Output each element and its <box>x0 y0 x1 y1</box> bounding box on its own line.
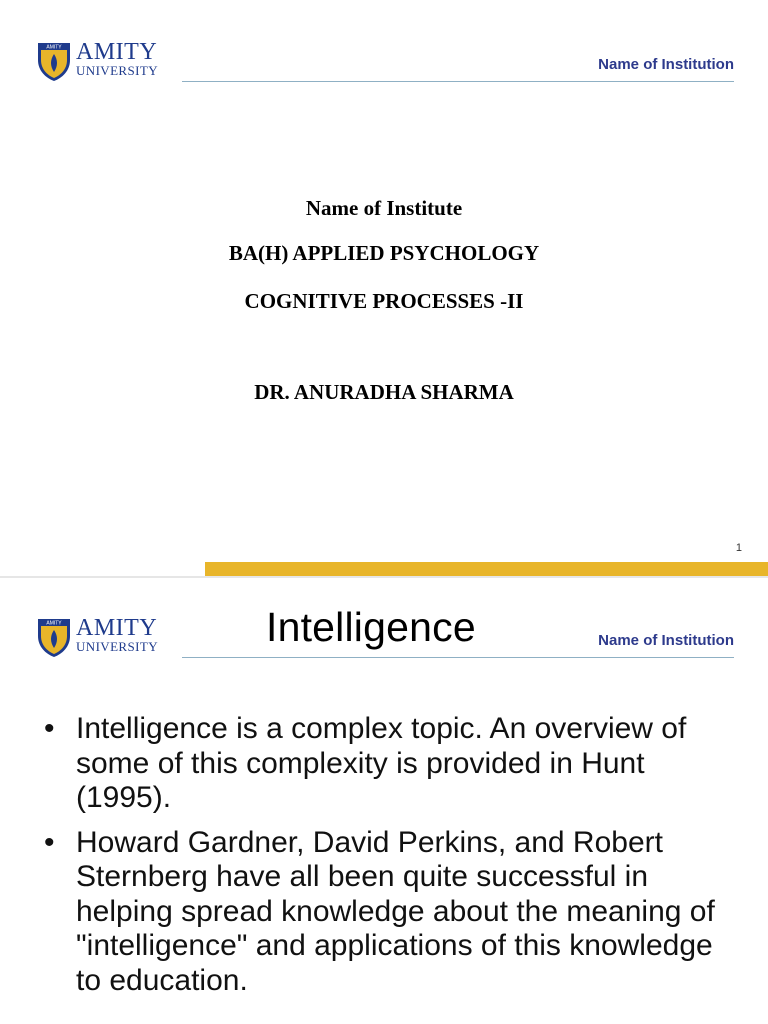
logo-brand: AMITY <box>76 615 158 641</box>
page-number: 1 <box>735 542 742 554</box>
svg-text:AMITY: AMITY <box>46 620 62 627</box>
bullet-item <box>44 712 744 816</box>
course-name: COGNITIVE PROCESSES -II <box>244 289 524 313</box>
bullet-text: Intelligence is a complex topic. An overview of some of this complexity is provided in Hunt (1995). <box>76 712 687 814</box>
bullet-list <box>44 712 744 1008</box>
bullet-item <box>44 826 744 999</box>
program-name: BA(H) APPLIED PSYCHOLOGY <box>228 241 540 265</box>
amity-logo <box>36 616 168 662</box>
amity-logo <box>36 40 168 86</box>
header-rule <box>182 657 734 658</box>
slide-title: Intelligence <box>266 604 476 650</box>
institute-name: Name of Institute <box>305 196 463 220</box>
logo-subtitle: UNIVERSITY <box>76 63 158 78</box>
slide-2 <box>0 578 768 1024</box>
footer-accent-bar <box>205 562 768 576</box>
bullet-text: Howard Gardner, David Perkins, and Robert Sternberg have all been quite successful in helping spread knowledge about the meaning of "intelligence" and applications of this knowledge to education. <box>76 825 715 997</box>
institution-name: Name of Institution <box>598 56 734 73</box>
institution-name: Name of Institution <box>598 632 734 649</box>
header-rule <box>182 81 734 82</box>
amity-shield-icon <box>36 40 72 82</box>
bullet-marker: • <box>44 825 55 859</box>
bullet-marker: • <box>44 712 55 745</box>
logo-brand: AMITY <box>76 39 158 65</box>
svg-text:AMITY: AMITY <box>46 44 62 51</box>
logo-subtitle: UNIVERSITY <box>76 639 158 654</box>
amity-shield-icon <box>36 616 72 658</box>
instructor-name: DR. ANURADHA SHARMA <box>254 380 514 404</box>
